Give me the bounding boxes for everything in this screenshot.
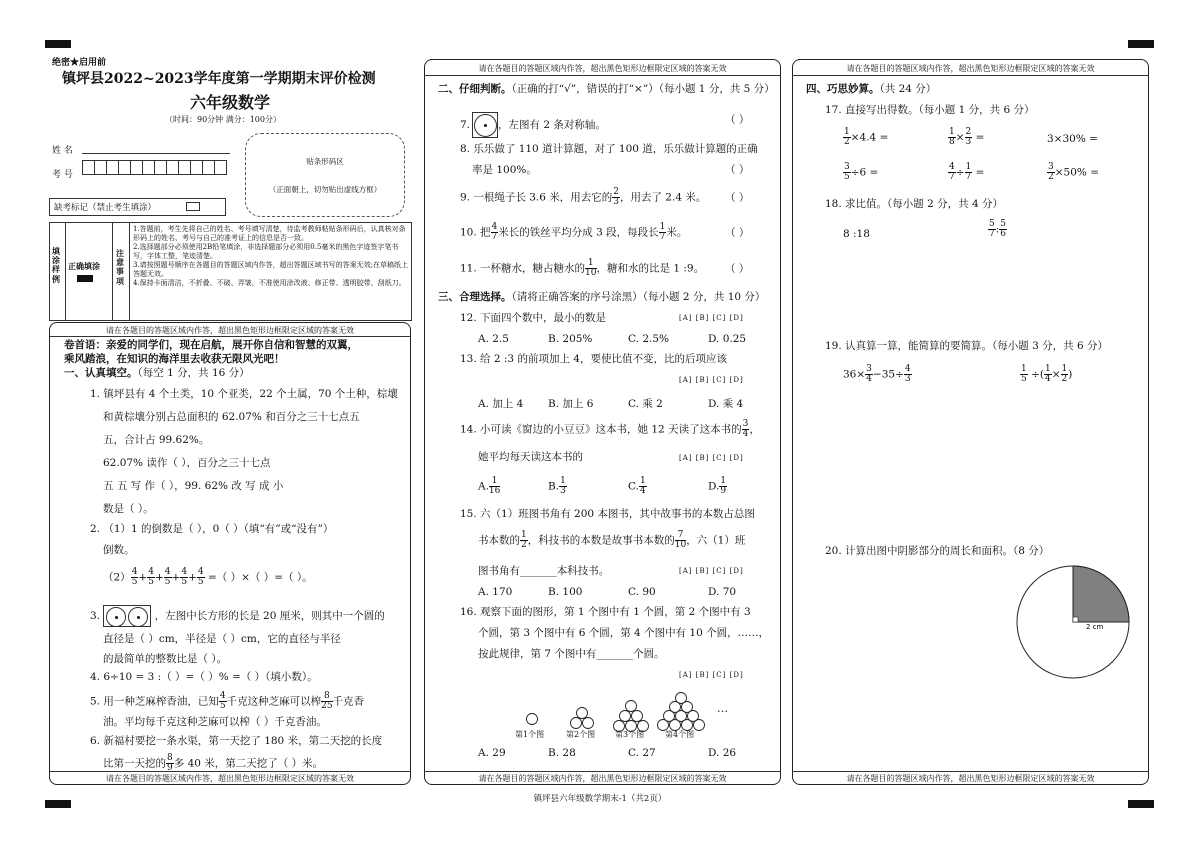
q11: 11. 一杯糖水，糖占糖水的 $\frac{1}{10}$ ，糖和水的比是 1 :9。 xyxy=(460,258,705,278)
q4: 4. 6÷10 = 3 :（ ）=（ ）% =（ ）（填小数）。 xyxy=(90,671,318,683)
q17-item: $\frac{1}{2}$ ×4.4 = xyxy=(844,127,889,147)
q15-option: D. 70 xyxy=(708,586,737,598)
q13-option: A. 加上 4 xyxy=(478,398,524,410)
q12-option: D. 0.25 xyxy=(708,333,747,345)
q18-item: 8 :18 xyxy=(843,228,870,240)
area-note: 请在各题目的答题区域内作答，超出黑色矩形边框限定区域的答案无效 xyxy=(106,326,354,335)
q1-line6: 数是（ ）。 xyxy=(103,503,154,515)
q18-item: $\frac{5}{7}$ : $\frac{5}{6}$ xyxy=(989,219,1007,239)
fill-sample-label: 填涂样例 xyxy=(52,246,60,284)
q12-option: C. 2.5% xyxy=(628,333,670,345)
instructions-box xyxy=(49,222,412,321)
name-field[interactable] xyxy=(82,153,230,154)
section2-title: 二、仔细判断。（正确的打“√”，错误的打“×”）（每小题 1 分，共 5 分） xyxy=(438,83,775,95)
note-item: 1.答题前，考生先将自己的姓名、考号填写清楚，待监考教师粘贴条形码后，认真核对条形码上的姓名、考号与自己的准考证上的信息是否一致。 xyxy=(133,225,406,242)
note-item: 4.保持卡面清洁，不折叠、不破、弄皱，不准使用涂改液、修正带、透明胶带、刮纸刀。 xyxy=(133,278,406,287)
absent-mark-row xyxy=(49,198,226,216)
q14-bubbles[interactable]: [A] [B] [C] [D] xyxy=(679,454,744,462)
figure-ellipsis: … xyxy=(717,702,728,715)
circle-in-square-figure xyxy=(472,112,498,138)
q1-line4: 62.07% 读作（ ），百分之三十七点 xyxy=(103,457,271,469)
q19-item: 36× $\frac{3}{4}$ −35÷ $\frac{4}{3}$ xyxy=(843,364,911,384)
q12-option: A. 2.5 xyxy=(478,333,509,345)
q1-line2: 和黄棕壤分别占总面积的 62.07% 和百分之三十七点五 xyxy=(103,411,360,423)
q16-option: B. 28 xyxy=(548,747,576,759)
figure-label: 第3个图 xyxy=(615,730,645,739)
intro-line2: 乘风踏浪，在知识的海洋里去收获无限风光吧！ xyxy=(64,353,285,365)
section1-title: 一、认真填空。（每空 1 分，共 16 分） xyxy=(64,367,250,379)
figure-label: 第2个图 xyxy=(566,730,596,739)
figure-label: 第4个图 xyxy=(665,730,695,739)
subject-title: 六年级数学 xyxy=(190,93,271,112)
q10: 10. 把 $\frac{4}{7}$ 米长的铁丝平均分成 3 段，每段长 $\frac{1}{7}$ 米。 xyxy=(460,222,688,242)
q16-option: C. 27 xyxy=(628,747,656,759)
secret-label: 绝密★启用前 xyxy=(52,58,107,68)
section4-title: 四、巧思妙算。（共 24 分） xyxy=(806,83,937,95)
time-info: （时间：90分钟 满分：100分） xyxy=(165,115,281,124)
note-item: 3.请按照题号顺序在各题目的答题区域内作答，超出答题区域书写的答案无效;在草稿纸上答题无效。 xyxy=(133,260,409,278)
radius-label: 2 cm xyxy=(1086,623,1104,631)
name-label: 姓 名 xyxy=(52,146,73,156)
two-circles-figure xyxy=(103,605,151,627)
q14-option: A. $\frac{1}{16}$ xyxy=(478,476,501,496)
q17-item: 3×30% = xyxy=(1047,133,1098,145)
absent-label: 缺考标记（禁止考生填涂） xyxy=(54,203,157,213)
q13-option: B. 加上 6 xyxy=(548,398,594,410)
absent-checkbox[interactable] xyxy=(186,202,200,211)
q17-item: $\frac{4}{7}$ ÷ $\frac{1}{7}$ = xyxy=(949,162,985,182)
page-footer: 镇坪县六年级数学期末-1（共2页） xyxy=(533,794,667,804)
barcode-hint: （正面朝上，切勿贴出虚线方框） xyxy=(268,185,382,194)
area-note: 请在各题目的答题区域内作答，超出黑色矩形边框限定区域的答案无效 xyxy=(846,64,1095,73)
q14-line1: 14. 小可读《窗边的小豆豆》这本书，她 12 天读了这本书的 $\frac{3}{4}$ ， xyxy=(460,419,760,439)
area-note: 请在各题目的答题区域内作答，超出黑色矩形边框限定区域的答案无效 xyxy=(106,774,354,783)
q15-line2: 书本数的 $\frac{1}{2}$ ，科技书的本数是故事书本数的 $\frac{7}{10}$ ，六（1）班 xyxy=(478,530,746,550)
q15-option: C. 90 xyxy=(628,586,656,598)
notes-list xyxy=(133,225,409,288)
area-note: 请在各题目的答题区域内作答，超出黑色矩形边框限定区域的答案无效 xyxy=(478,774,727,783)
q16-line3: 按此规律，第 7 个图中有_______个圆。 xyxy=(478,648,665,660)
q12-option: B. 205% xyxy=(548,333,593,345)
q14-option: B. $\frac{1}{3}$ xyxy=(548,476,566,496)
barcode-title: 贴条形码区 xyxy=(306,157,344,166)
q19-item: $\frac{1}{5}$ ÷( $\frac{1}{4}$ × $\frac{1}{2}$ ) xyxy=(1021,364,1073,384)
corner-mark xyxy=(45,40,71,48)
shaded-sector xyxy=(1073,566,1129,622)
q5-line1: 5. 用一种芝麻榨香油，已知 $\frac{4}{5}$ 千克这种芝麻可以榨 $\frac{8}{25}$ 千克香 xyxy=(90,691,365,711)
q12: 12. 下面四个数中，最小的数是 xyxy=(460,312,607,324)
q17-title: 17. 直接写出得数。（每小题 1 分，共 6 分） xyxy=(825,104,1035,116)
q9: 9. 一根绳子长 3.6 米，用去它的 $\frac{2}{3}$ ，用去了 2.4 米。 xyxy=(460,187,707,207)
q7-answer[interactable]: （ ） xyxy=(725,114,750,126)
q15-option: A. 170 xyxy=(478,586,513,598)
barcode-area xyxy=(245,133,405,217)
quarter-circle-figure xyxy=(1014,563,1134,683)
q16-option: A. 29 xyxy=(478,747,506,759)
q10-answer[interactable]: （ ） xyxy=(725,227,750,239)
q1-line5: 五 五 写 作（ ），99. 62% 改 写 成 小 xyxy=(103,480,284,492)
corner-mark xyxy=(1128,40,1154,48)
area-note: 请在各题目的答题区域内作答，超出黑色矩形边框限定区域的答案无效 xyxy=(478,64,727,73)
q8-answer[interactable]: （ ） xyxy=(725,164,750,176)
exam-no-label: 考 号 xyxy=(52,170,73,180)
q16-line1: 16. 观察下面的图形，第 1 个图中有 1 个圆，第 2 个图中有 3 xyxy=(460,606,751,618)
note-item: 2.选择题部分必须使用2B铅笔填涂，非选择题部分必须用0.5毫米的黑色字迹签字笔书写，字体工整，笔迹清楚。 xyxy=(133,242,399,260)
q20-title: 20. 计算出图中阴影部分的周长和面积。（8 分） xyxy=(825,545,1050,557)
q12-bubbles[interactable]: [A] [B] [C] [D] xyxy=(679,314,744,322)
notes-label: 注意事项 xyxy=(116,248,124,286)
q17-item: $\frac{1}{8}$ × $\frac{2}{3}$ = xyxy=(949,127,985,147)
correct-fill-sample xyxy=(77,275,93,282)
q15-line3: 图书角有_______本科技书。 xyxy=(478,565,610,577)
q14-option: D. $\frac{1}{9}$ xyxy=(708,476,727,496)
correct-fill-label: 正确填涂 xyxy=(68,261,100,271)
figure-label: 第1个图 xyxy=(515,730,545,739)
exam-title: 镇坪县2022~2023学年度第一学期期末评价检测 xyxy=(62,71,376,87)
q3-line1: 3. ，左图中长方形的长是 20 厘米，则其中一个圆的 xyxy=(90,605,385,627)
q13-option: C. 乘 2 xyxy=(628,398,663,410)
q13-bubbles[interactable]: [A] [B] [C] [D] xyxy=(679,376,744,384)
q8-line1: 8. 乐乐做了 110 道计算题，对了 100 道，乐乐做计算题的正确 xyxy=(460,143,758,155)
q6-line2: 比第一天挖的 $\frac{8}{9}$ 多 40 米，第二天挖了（ ）米。 xyxy=(103,753,324,773)
q17-item: $\frac{3}{2}$ ×50% = xyxy=(1048,162,1100,182)
q14-option: C. $\frac{1}{4}$ xyxy=(628,476,646,496)
q13-option: D. 乘 4 xyxy=(708,398,744,410)
q5-line2: 油。平均每千克这种芝麻可以榨（ ）千克香油。 xyxy=(103,716,327,728)
q3-line3: 的最简单的整数比是（ ）。 xyxy=(103,653,228,665)
q18-title: 18. 求比值。（每小题 2 分，共 4 分） xyxy=(825,198,1003,210)
q16-line2: 个圆，第 3 个图中有 6 个圆，第 4 个图中有 10 个圆，……， xyxy=(478,627,770,639)
q15-option: B. 100 xyxy=(548,586,583,598)
q3-line2: 直径是（ ）cm，半径是（ ）cm，它的直径与半径 xyxy=(103,633,341,645)
q2-line3: （2） $\frac{4}{5}$ + $\frac{4}{5}$ + $\frac{4}{5}$ + $\frac{4}{5}$ + $\frac{4}{5}$ =（ ）×（ ）=（ ）。 xyxy=(103,567,313,587)
q17-item: $\frac{3}{5}$ ÷6 = xyxy=(844,162,879,182)
intro-line1: 卷首语：亲爱的同学们，现在启航，展开你自信和智慧的双翼， xyxy=(64,339,358,351)
q16-option: D. 26 xyxy=(708,747,737,759)
q2-line2: 倒数。 xyxy=(103,544,135,556)
q9-answer[interactable]: （ ） xyxy=(725,192,750,204)
q16-bubbles[interactable]: [A] [B] [C] [D] xyxy=(679,671,744,679)
q15-bubbles[interactable]: [A] [B] [C] [D] xyxy=(679,567,744,575)
q7: 7. ，左图有 2 条对称轴。 xyxy=(460,112,606,138)
q19-title: 19. 认真算一算，能简算的要简算。（每小题 3 分，共 6 分） xyxy=(825,340,1108,352)
exam-no-boxes[interactable] xyxy=(82,160,226,179)
q13: 13. 给 2 :3 的前项加上 4，要使比值不变，比的后项应该 xyxy=(460,353,727,365)
q14-line2: 她平均每天读这本书的 xyxy=(478,451,583,463)
q6-line1: 6. 新福村要挖一条水渠，第一天挖了 180 米，第二天挖的长度 xyxy=(90,735,383,747)
q8-line2: 率是 100%。 xyxy=(472,164,537,176)
area-note: 请在各题目的答题区域内作答，超出黑色矩形边框限定区域的答案无效 xyxy=(846,774,1095,783)
section3-title: 三、合理选择。（请将正确答案的序号涂黑）（每小题 2 分，共 10 分） xyxy=(438,291,766,303)
q2-line1: 2. （1）1 的倒数是（ ），0（ ）（填“有”或“没有”） xyxy=(90,523,334,535)
q15-line1: 15. 六（1）班图书角有 200 本图书，其中故事书的本数占总图 xyxy=(460,508,755,520)
q1-line3: 五，合计占 99.62%。 xyxy=(103,434,210,446)
q1-line1: 1. 镇坪县有 4 个土类，10 个亚类，22 个土属，70 个土种，棕壤 xyxy=(90,388,398,400)
q11-answer[interactable]: （ ） xyxy=(725,263,750,275)
